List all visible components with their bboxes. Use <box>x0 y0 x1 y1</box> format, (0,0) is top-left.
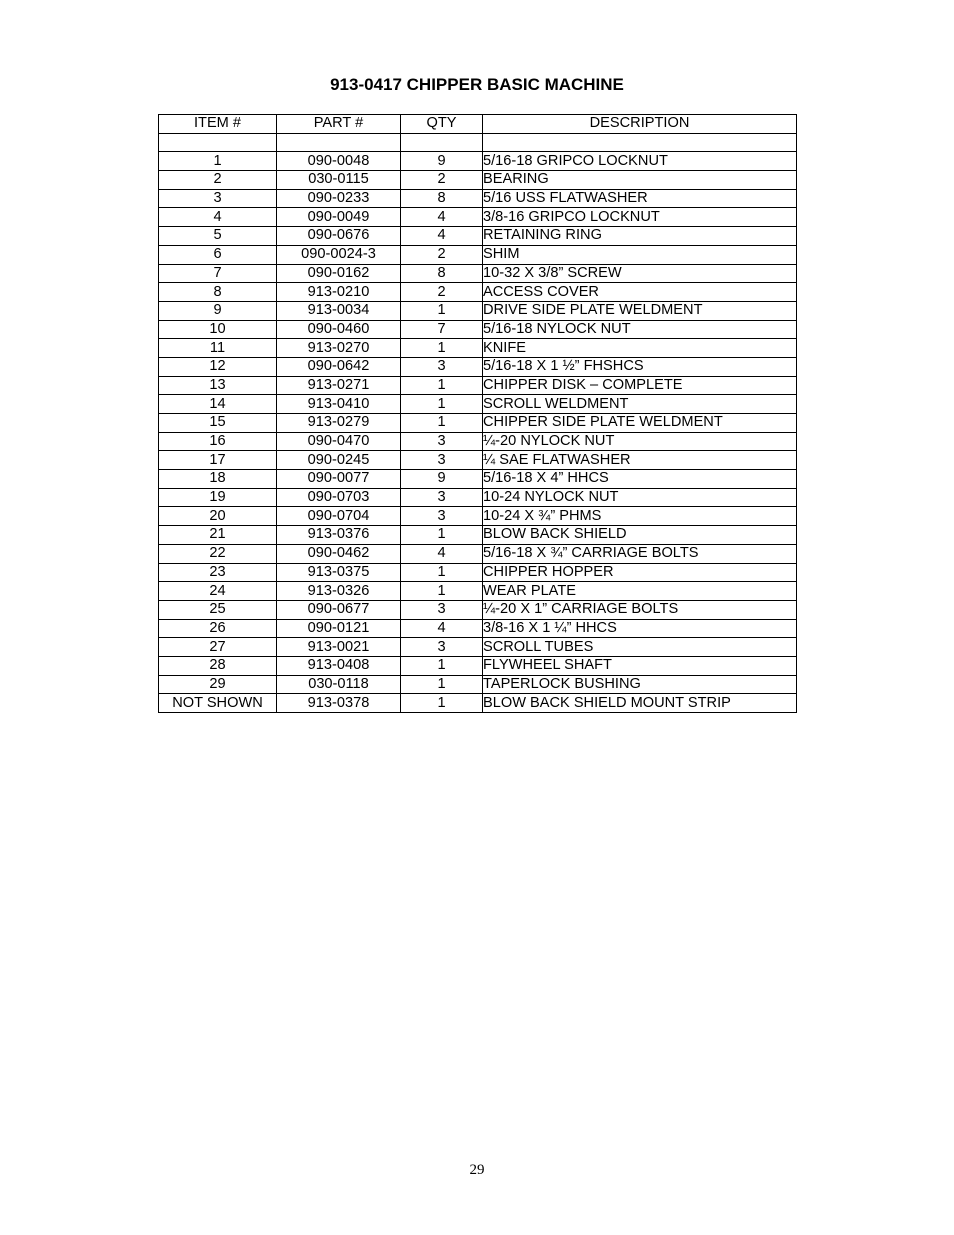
description-cell: RETAINING RING <box>483 227 797 246</box>
item-number-cell: 13 <box>159 376 277 395</box>
table-row <box>159 600 797 619</box>
item-number-cell: 14 <box>159 395 277 414</box>
table-row <box>159 245 797 264</box>
table-row <box>159 264 797 283</box>
qty-cell: 3 <box>401 488 483 507</box>
item-number-cell: 26 <box>159 619 277 638</box>
item-number-cell: 2 <box>159 171 277 190</box>
item-number-cell: 20 <box>159 507 277 526</box>
table-row <box>159 301 797 320</box>
parts-table <box>158 114 797 713</box>
description-cell: FLYWHEEL SHAFT <box>483 656 797 675</box>
part-number-cell: 913-0378 <box>277 694 401 713</box>
item-number-cell: NOT SHOWN <box>159 694 277 713</box>
description-cell: 5/16 USS FLATWASHER <box>483 189 797 208</box>
part-number-cell: 090-0233 <box>277 189 401 208</box>
description-cell: SHIM <box>483 245 797 264</box>
qty-cell: 1 <box>401 582 483 601</box>
part-number-cell: 090-0460 <box>277 320 401 339</box>
table-row <box>159 544 797 563</box>
table-row <box>159 171 797 190</box>
qty-cell: 1 <box>401 694 483 713</box>
table-header <box>159 115 797 134</box>
part-number-cell: 913-0210 <box>277 283 401 302</box>
header-item-number: ITEM # <box>159 115 277 134</box>
description-cell: KNIFE <box>483 339 797 358</box>
qty-cell: 3 <box>401 507 483 526</box>
item-number-cell: 23 <box>159 563 277 582</box>
table-row <box>159 376 797 395</box>
qty-cell: 9 <box>401 152 483 171</box>
part-number-cell: 913-0279 <box>277 414 401 433</box>
table-row <box>159 451 797 470</box>
description-cell: ¼ SAE FLATWASHER <box>483 451 797 470</box>
description-cell: DRIVE SIDE PLATE WELDMENT <box>483 301 797 320</box>
description-cell: 10-24 X ¾” PHMS <box>483 507 797 526</box>
description-cell: ¼-20 NYLOCK NUT <box>483 432 797 451</box>
description-cell: TAPERLOCK BUSHING <box>483 675 797 694</box>
table-row <box>159 320 797 339</box>
qty-cell: 1 <box>401 563 483 582</box>
qty-cell: 3 <box>401 432 483 451</box>
qty-cell: 1 <box>401 526 483 545</box>
item-number-cell: 6 <box>159 245 277 264</box>
part-number-cell: 913-0375 <box>277 563 401 582</box>
part-number-cell: 090-0642 <box>277 357 401 376</box>
qty-cell: 1 <box>401 656 483 675</box>
part-number-cell: 090-0245 <box>277 451 401 470</box>
header-description: DESCRIPTION <box>483 115 797 134</box>
qty-cell: 1 <box>401 395 483 414</box>
table-row <box>159 563 797 582</box>
description-cell: 10-32 X 3/8” SCREW <box>483 264 797 283</box>
item-number-cell: 12 <box>159 357 277 376</box>
qty-cell: 8 <box>401 189 483 208</box>
part-number-cell: 030-0115 <box>277 171 401 190</box>
qty-cell: 1 <box>401 414 483 433</box>
part-number-cell: 090-0049 <box>277 208 401 227</box>
item-number-cell: 7 <box>159 264 277 283</box>
part-number-cell: 913-0270 <box>277 339 401 358</box>
item-number-cell: 24 <box>159 582 277 601</box>
qty-cell: 9 <box>401 470 483 489</box>
description-cell: 5/16-18 GRIPCO LOCKNUT <box>483 152 797 171</box>
table-row <box>159 470 797 489</box>
part-number-cell: 913-0408 <box>277 656 401 675</box>
item-number-cell: 25 <box>159 600 277 619</box>
part-number-cell: 090-0077 <box>277 470 401 489</box>
table-row <box>159 432 797 451</box>
qty-cell: 2 <box>401 283 483 302</box>
description-cell: ¼-20 X 1” CARRIAGE BOLTS <box>483 600 797 619</box>
part-number-cell: 913-0326 <box>277 582 401 601</box>
table-row <box>159 488 797 507</box>
table-row <box>159 619 797 638</box>
table-row <box>159 208 797 227</box>
description-cell: 5/16-18 X 4” HHCS <box>483 470 797 489</box>
qty-cell: 3 <box>401 451 483 470</box>
part-number-cell: 090-0470 <box>277 432 401 451</box>
part-number-cell: 030-0118 <box>277 675 401 694</box>
item-number-cell: 19 <box>159 488 277 507</box>
table-row <box>159 656 797 675</box>
qty-cell: 3 <box>401 638 483 657</box>
table-row <box>159 507 797 526</box>
qty-cell: 1 <box>401 675 483 694</box>
description-cell: CHIPPER SIDE PLATE WELDMENT <box>483 414 797 433</box>
table-row <box>159 227 797 246</box>
table-row <box>159 638 797 657</box>
item-number-cell: 15 <box>159 414 277 433</box>
item-number-cell: 11 <box>159 339 277 358</box>
table-row <box>159 582 797 601</box>
description-cell: 10-24 NYLOCK NUT <box>483 488 797 507</box>
item-number-cell: 21 <box>159 526 277 545</box>
item-number-cell: 17 <box>159 451 277 470</box>
header-part-number: PART # <box>277 115 401 134</box>
qty-cell: 1 <box>401 339 483 358</box>
part-number-cell: 090-0462 <box>277 544 401 563</box>
table-row <box>159 675 797 694</box>
part-number-cell: 090-0677 <box>277 600 401 619</box>
table-row <box>159 283 797 302</box>
description-cell: WEAR PLATE <box>483 582 797 601</box>
description-cell: 5/16-18 X 1 ½” FHSHCS <box>483 357 797 376</box>
part-number-cell: 090-0703 <box>277 488 401 507</box>
table-body <box>159 133 797 712</box>
part-number-cell: 090-0676 <box>277 227 401 246</box>
page-number: 29 <box>469 1162 485 1178</box>
item-number-cell: 10 <box>159 320 277 339</box>
description-cell: BLOW BACK SHIELD <box>483 526 797 545</box>
item-number-cell: 3 <box>159 189 277 208</box>
blank-cell <box>159 133 277 152</box>
qty-cell: 1 <box>401 376 483 395</box>
description-cell: 5/16-18 X ¾” CARRIAGE BOLTS <box>483 544 797 563</box>
header-qty: QTY <box>401 115 483 134</box>
item-number-cell: 16 <box>159 432 277 451</box>
description-cell: 3/8-16 X 1 ¼” HHCS <box>483 619 797 638</box>
table-row <box>159 357 797 376</box>
part-number-cell: 913-0021 <box>277 638 401 657</box>
part-number-cell: 090-0162 <box>277 264 401 283</box>
table-row <box>159 189 797 208</box>
item-number-cell: 27 <box>159 638 277 657</box>
table-row <box>159 526 797 545</box>
blank-cell <box>277 133 401 152</box>
qty-cell: 1 <box>401 301 483 320</box>
description-cell: BEARING <box>483 171 797 190</box>
item-number-cell: 9 <box>159 301 277 320</box>
qty-cell: 4 <box>401 208 483 227</box>
part-number-cell: 090-0024-3 <box>277 245 401 264</box>
qty-cell: 7 <box>401 320 483 339</box>
qty-cell: 8 <box>401 264 483 283</box>
description-cell: ACCESS COVER <box>483 283 797 302</box>
description-cell: CHIPPER HOPPER <box>483 563 797 582</box>
description-cell: BLOW BACK SHIELD MOUNT STRIP <box>483 694 797 713</box>
qty-cell: 3 <box>401 357 483 376</box>
blank-cell <box>483 133 797 152</box>
blank-cell <box>401 133 483 152</box>
qty-cell: 4 <box>401 619 483 638</box>
part-number-cell: 913-0376 <box>277 526 401 545</box>
item-number-cell: 22 <box>159 544 277 563</box>
item-number-cell: 18 <box>159 470 277 489</box>
item-number-cell: 28 <box>159 656 277 675</box>
item-number-cell: 8 <box>159 283 277 302</box>
part-number-cell: 090-0121 <box>277 619 401 638</box>
blank-row <box>159 133 797 152</box>
qty-cell: 4 <box>401 227 483 246</box>
qty-cell: 2 <box>401 245 483 264</box>
part-number-cell: 913-0271 <box>277 376 401 395</box>
qty-cell: 4 <box>401 544 483 563</box>
table-row <box>159 395 797 414</box>
part-number-cell: 090-0048 <box>277 152 401 171</box>
description-cell: 3/8-16 GRIPCO LOCKNUT <box>483 208 797 227</box>
description-cell: SCROLL TUBES <box>483 638 797 657</box>
item-number-cell: 1 <box>159 152 277 171</box>
part-number-cell: 913-0034 <box>277 301 401 320</box>
table-row <box>159 414 797 433</box>
table-row <box>159 152 797 171</box>
header-row <box>159 115 797 134</box>
table-row <box>159 694 797 713</box>
description-cell: SCROLL WELDMENT <box>483 395 797 414</box>
qty-cell: 2 <box>401 171 483 190</box>
table-row <box>159 339 797 358</box>
part-number-cell: 913-0410 <box>277 395 401 414</box>
item-number-cell: 5 <box>159 227 277 246</box>
description-cell: CHIPPER DISK – COMPLETE <box>483 376 797 395</box>
item-number-cell: 4 <box>159 208 277 227</box>
item-number-cell: 29 <box>159 675 277 694</box>
page-title: 913-0417 CHIPPER BASIC MACHINE <box>330 75 624 94</box>
description-cell: 5/16-18 NYLOCK NUT <box>483 320 797 339</box>
part-number-cell: 090-0704 <box>277 507 401 526</box>
qty-cell: 3 <box>401 600 483 619</box>
